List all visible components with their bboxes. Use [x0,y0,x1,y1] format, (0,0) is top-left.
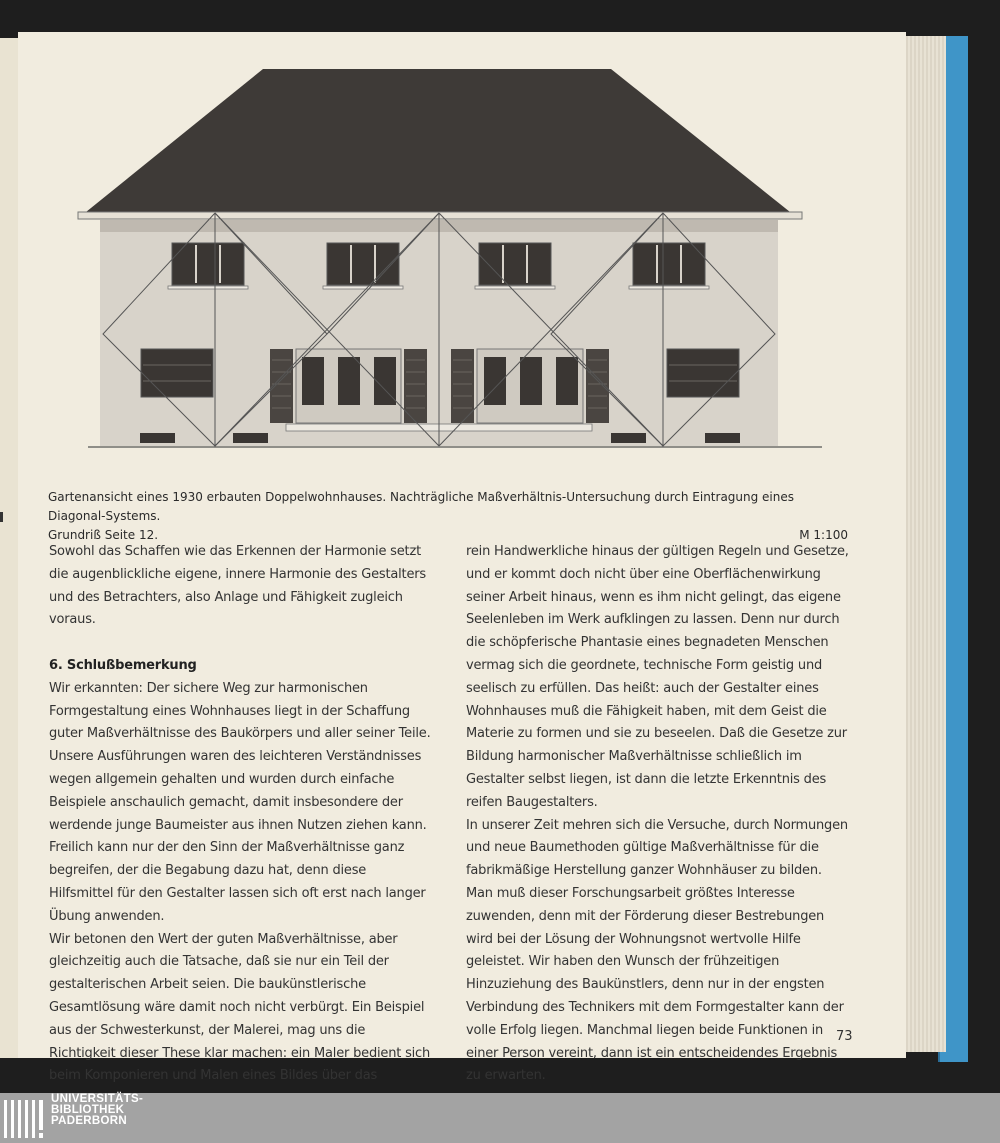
page-stack-edges [900,36,946,1052]
library-logo-icon [4,1098,48,1140]
library-name-line-3: PADERBORN [51,1115,127,1127]
left-paragraph-1: Wir erkannten: Der sichere Weg zur harmonischen Formgestaltung eines Wohnhauses liegt in der Schaffung guter Maßverhältnisse des Baukörpers und aller seiner Teile. Unsere Ausführungen waren des leichteren Verständnisses wegen allgemein gehalten und wurden durch einfache Beispiele anschaulich gemacht, damit insbesondere der werdende junge Baumeister aus ihnen Nutzen ziehen kann. Freilich kann nur der den Sinn der Maßverhältnisse ganz begreifen, der die Begabung dazu hat, denn diese Hilfsmittel für den Gestalter lassen sich oft erst nach langer Übung anwenden. [49,680,431,924]
right-paragraph-2: In unserer Zeit mehren sich die Versuche, durch Normungen und neue Baumethoden gültige Maßverhältnisse für die fabrikmäßige Herstellung ganzer Wohnhäuser zu bilden. Man muß dieser Forschungsarbeit größtes Interesse zuwenden, denn mit der Förderung dieser Bestrebungen wird bei der Lösung der Wohnungsnot wertvolle Hilfe geleistet. Wir haben den Wunsch der frühzeitigen Hinzuziehung des Baukünstlers, denn nur in der engsten Verbindung des Technikers mit dem Formgestalter kann der volle Erfolg liegen. Manchmal liegen beide Funktionen in einer Person vereint, dann ist ein entscheidendes Ergebnis zu erwarten. [466,817,848,1084]
right-text-column [466,541,851,1088]
library-footer-bar [0,1093,1000,1143]
library-name-line-1: UNIVERSITÄTS- [51,1093,144,1105]
page-number: 73 [836,1029,853,1044]
left-paragraph-2: Wir betonen den Wert der guten Maßverhältnisse, aber gleichzeitig auch die Tatsache, daß sie nur ein Teil der gestalterischen Arbeit seien. Die baukünstlerische Gesamtlösung wäre damit noch nicht verbürgt. Ein Beispiel aus der Schwesterkunst, der Malerei, mag uns die Richtigkeit dieser These klar machen: ein Maler bedient sich beim Komponieren und Malen eines Bildes über das [49,931,431,1084]
caption-scale: M 1:100 [799,528,848,542]
house-elevation-drawing [58,60,838,460]
intro-paragraph: Sowohl das Schaffen wie das Erkennen der Harmonie setzt die augenblickliche eigene, innere Harmonie des Gestalters und des Betrachters, also Anlage und Fähigkeit zugleich voraus. [49,544,426,628]
figure-caption [48,488,848,545]
left-page-edge [0,38,19,1058]
caption-line-1: Gartenansicht eines 1930 erbauten Doppelwohnhauses. Nachträgliche Maßverhältnis-Untersuchung durch Eintragung eines Diagonal-Systems. [48,490,795,523]
section-heading: 6. Schlußbemerkung [49,657,197,673]
eave [78,212,802,219]
left-page-mark [0,512,3,522]
roof [86,69,790,212]
library-name-line-2: BIBLIOTHEK [51,1104,125,1116]
right-paragraph-1: rein Handwerkliche hinaus der gültigen Regeln und Gesetze, und er kommt doch nicht über eine Oberflächenwirkung seiner Arbeit hinaus, wenn es ihm nicht gelingt, das eigene Seelenleben im Werk aufklingen zu lassen. Denn nur durch die schöpferische Phantasie eines begnadeten Menschen vermag sich die geordnete, technische Form geistig und seelisch zu erfüllen. Das heißt: auch der Gestalter eines Wohnhauses muß die Fähigkeit haben, mit dem Geist die Materie zu formen und sie zu beseelen. Daß die Gesetze zur Bildung harmonischer Maßverhältnisse schließlich im Gestalter selbst liegen, ist dann die letzte Erkenntnis des reifen Baugestalters. [466,544,849,810]
caption-floorplan-reference: Grundriß Seite 12. [48,528,159,542]
library-logo-text [51,1094,143,1127]
left-text-column [49,541,434,1088]
